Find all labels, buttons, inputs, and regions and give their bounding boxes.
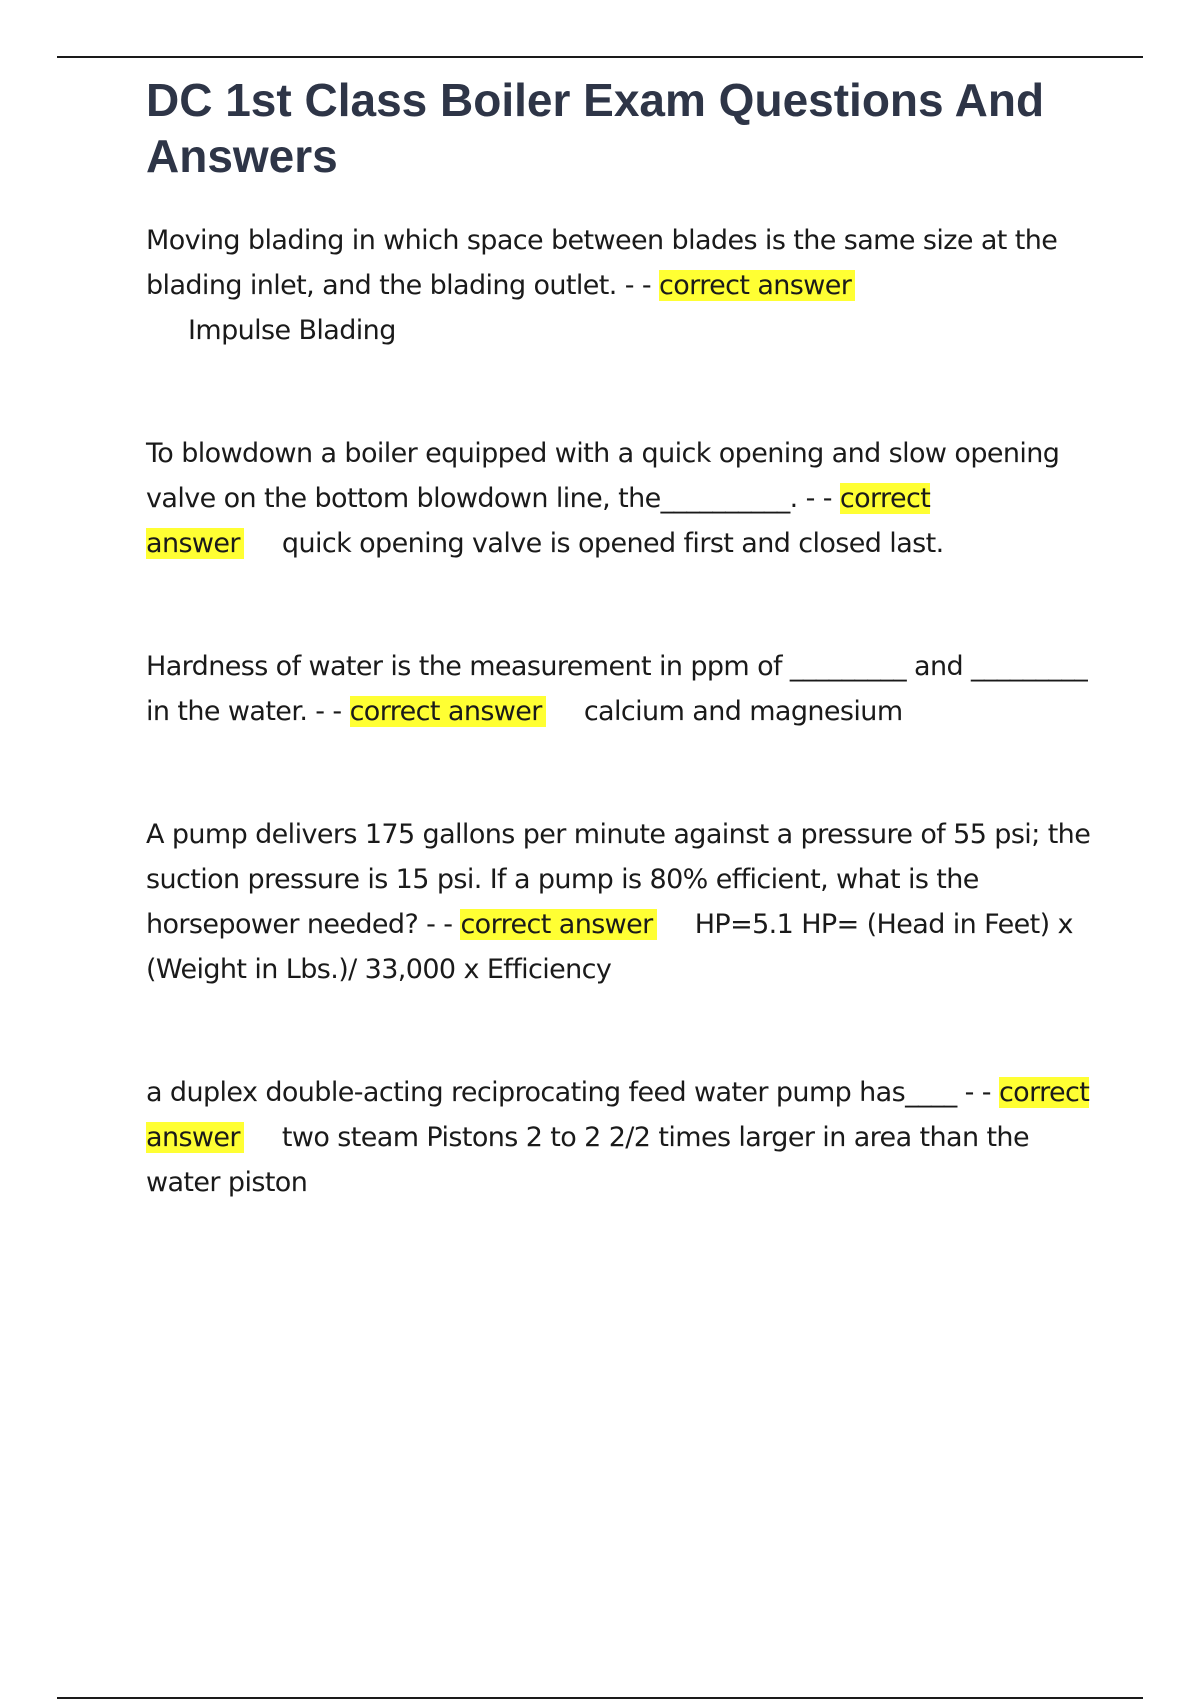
question-text: To blowdown a boiler equipped with a quick opening and slow opening valve on the bottom blowdown line, the__________. - - [146, 438, 1060, 514]
question-text: a duplex double-acting reciprocating feed water pump has____ - - [146, 1077, 991, 1108]
document-page [146, 72, 1096, 1283]
correct-answer-marker: correct answer [146, 483, 931, 559]
answer-text: quick opening valve is opened first and closed last. [281, 528, 944, 559]
question-text: Hardness of water is the measurement in ppm of _________ and _________ in the water. - - [146, 651, 1088, 727]
correct-answer-marker: correct answer [659, 270, 855, 301]
qa-item [146, 431, 1096, 566]
question-text: A pump delivers 175 gallons per minute against a pressure of 55 psi; the suction pressure is 15 psi. If a pump is 80% efficient, what is the horsepower needed? - - [146, 819, 1091, 940]
top-rule [57, 56, 1143, 58]
correct-answer-marker: correct answer [146, 1077, 1090, 1153]
question-text: Moving blading in which space between blades is the same size at the blading inlet, and the blading outlet. - - [146, 225, 1058, 301]
bottom-rule [57, 1697, 1143, 1699]
answer-text: Impulse Blading [188, 315, 396, 346]
document-title: DC 1st Class Boiler Exam Questions And Answers [146, 74, 1045, 182]
qa-item [146, 218, 1096, 353]
qa-item [146, 1070, 1096, 1205]
correct-answer-marker: correct answer [460, 909, 656, 940]
correct-answer-marker: correct answer [350, 696, 546, 727]
answer-text: two steam Pistons 2 to 2 2/2 times larger in area than the water piston [146, 1122, 1029, 1198]
answer-text: calcium and magnesium [583, 696, 903, 727]
qa-item [146, 644, 1096, 734]
qa-item [146, 812, 1096, 992]
answer-text: HP=5.1 HP= (Head in Feet) x (Weight in Lbs.)/ 33,000 x Efficiency [146, 909, 1073, 985]
